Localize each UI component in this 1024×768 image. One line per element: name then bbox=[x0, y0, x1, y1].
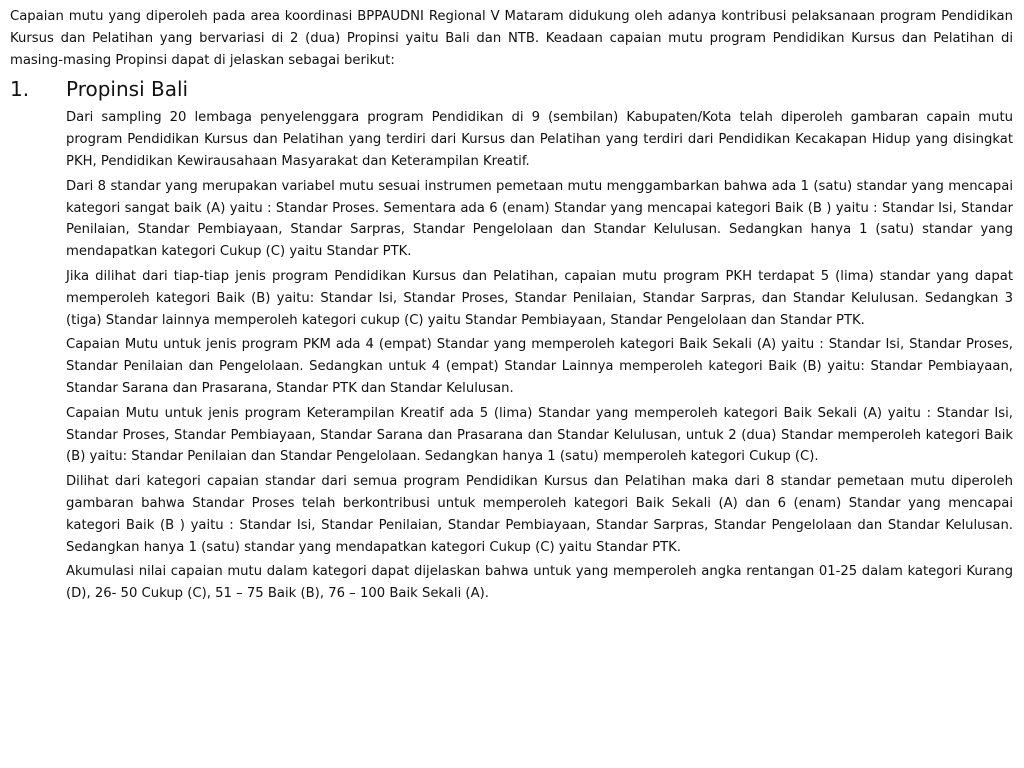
document-page bbox=[10, 6, 1013, 608]
section-number: 1. bbox=[10, 77, 30, 102]
body-paragraph-4: Capaian Mutu untuk jenis program PKM ada 4 (empat) Standar yang memperoleh kategori Baik Sekali (A) yaitu : Standar Isi, Standar Proses, Standar Penilaian dan Pengelolaan. Sedangkan untuk 4 (empat) Standar Lainnya memperoleh kategori Baik (B) yaitu: Standar Pembiayaan, Standar Sarana dan Prasarana, Standar PTK dan Standar Kelulusan. bbox=[66, 337, 1013, 396]
body-paragraph-5: Capaian Mutu untuk jenis program Keterampilan Kreatif ada 5 (lima) Standar yang memperoleh kategori Baik Sekali (A) yaitu : Standar Isi, Standar Proses, Standar Pembiayaan, Standar Sarana dan Prasarana dan Standar Kelulusan, untuk 2 (dua) Standar memperoleh kategori Baik (B) yaitu: Standar Penilaian dan Standar Pengelolaan. Sedangkan hanya 1 (satu) memperoleh kategori Cukup (C). bbox=[66, 405, 1013, 465]
body-paragraph-3: Jika dilihat dari tiap-tiap jenis program Pendidikan Kursus dan Pelatihan, capaian mutu program PKH terdapat 5 (lima) standar yang dapat memperoleh kategori Baik (B) yaitu: Standar Isi, Standar Proses, Standar Penilaian, Standar Sarpras, dan Standar Kelulusan. Sedangkan 3 (tiga) Standar lainnya memperoleh kategori cukup (C) yaitu Standar Pembiayaan, Standar Pengelolaan dan Standar PTK. bbox=[66, 268, 1013, 328]
section-title: Propinsi Bali bbox=[66, 77, 189, 102]
body-paragraph-7: Akumulasi nilai capaian mutu dalam kategori dapat dijelaskan bahwa untuk yang memperoleh angka rentangan 01-25 dalam kategori Kurang (D), 26- 50 Cukup (C), 51 – 75 Baik (B), 76 – 100 Baik Sekali (A). bbox=[66, 564, 1013, 602]
intro-paragraph: Capaian mutu yang diperoleh pada area koordinasi BPPAUDNI Regional V Mataram didukung oleh adanya kontribusi pelaksanaan program Pendidikan Kursus dan Pelatihan yang bervariasi di 2 (dua) Propinsi yaitu Bali dan NTB. Keadaan capaian mutu program Pendidikan Kursus dan Pelatihan di masing-masing Propinsi dapat di jelaskan sebagai berikut: bbox=[10, 9, 1013, 68]
section-body bbox=[66, 107, 1013, 605]
body-paragraph-1: Dari sampling 20 lembaga penyelenggara program Pendidikan di 9 (sembilan) Kabupaten/Kota telah diperoleh gambaran capain mutu program Pendidikan Kursus dan Pelatihan yang terdiri dari Kursus dan Pelatihan yang terdiri dari Pendidikan Kecakapan Hidup yang disingkat PKH, Pendidikan Kewirausahaan Masyarakat dan Keterampilan Kreatif. bbox=[66, 110, 1013, 169]
body-paragraph-6: Dilihat dari kategori capaian standar dari semua program Pendidikan Kursus dan Pelatihan maka dari 8 standar pemetaan mutu diperoleh gambaran bahwa Standar Proses telah berkontribusi untuk memperoleh kategori Baik Sekali (A) dan 6 (enam) Standar yang mencapai kategori Baik (B ) yaitu : Standar Isi, Standar Penilaian, Standar Pembiayaan, Standar Sarpras, Standar Pengelolaan dan Standar Kelulusan. Sedangkan hanya 1 (satu) standar yang mendapatkan kategori Cukup (C) yaitu Standar PTK. bbox=[66, 474, 1013, 555]
body-paragraph-2: Dari 8 standar yang merupakan variabel mutu sesuai instrumen pemetaan mutu menggambarkan bahwa ada 1 (satu) standar yang mencapai kategori sangat baik (A) yaitu : Standar Proses. Sementara ada 6 (enam) Standar yang mencapai kategori Baik (B ) yaitu : Standar Isi, Standar Penilaian, Standar Pembiayaan, Standar Sarpras, Standar Pengelolaan dan Standar Kelulusan. Sedangkan hanya 1 (satu) standar yang mendapatkan kategori Cukup (C) yaitu Standar PTK. bbox=[66, 178, 1013, 260]
section-heading bbox=[10, 75, 1013, 103]
